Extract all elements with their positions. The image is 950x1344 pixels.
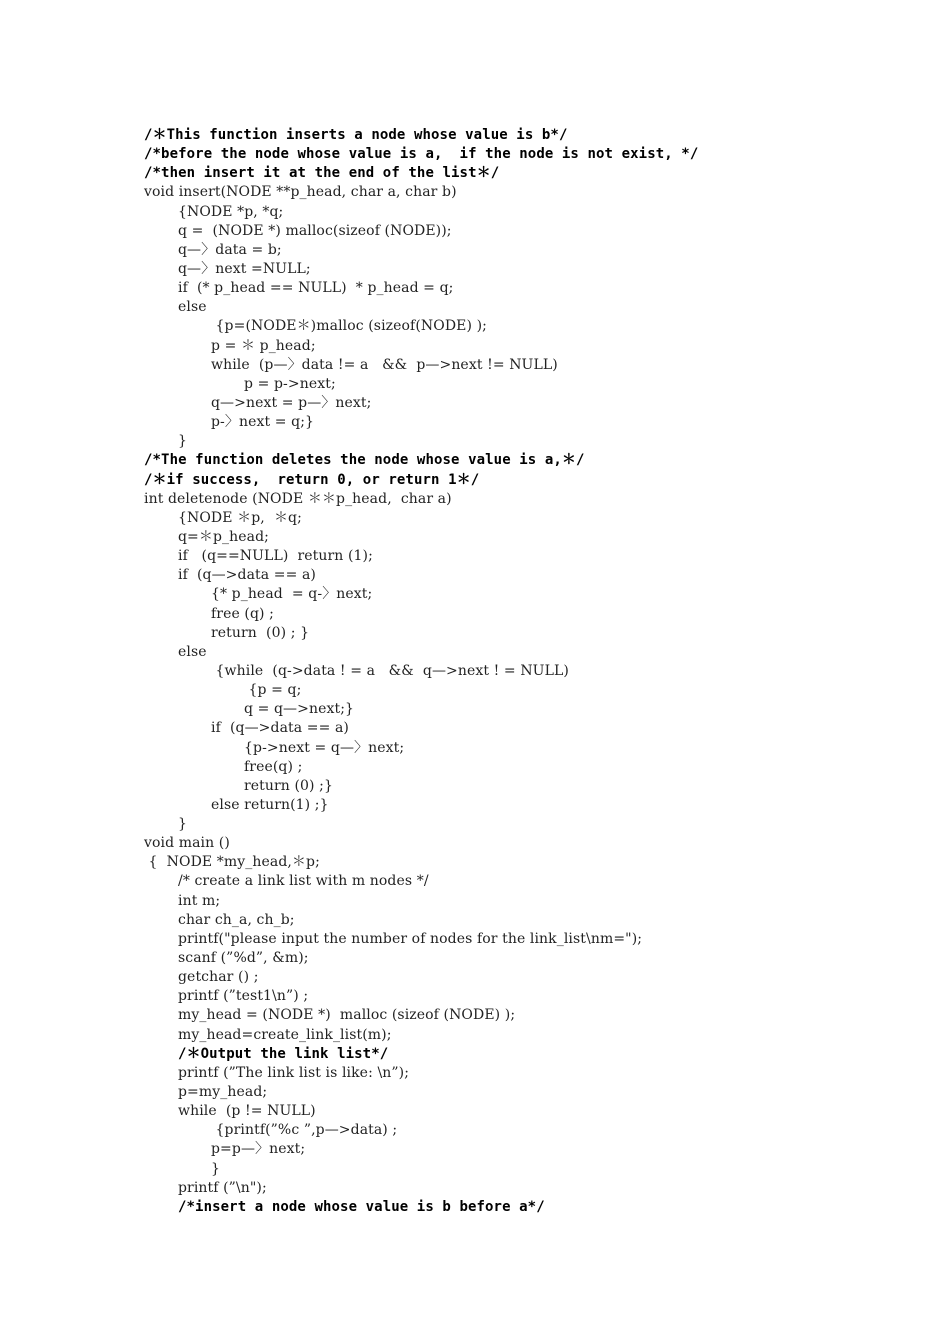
code-line: if (* p_head == NULL) * p_head = q; [178, 280, 454, 297]
code-line: void insert(NODE **p_head, char a, char b) [144, 184, 457, 201]
code-comment-line: /*then insert it at the end of the list＊/ [144, 165, 500, 182]
code-line: if (q—>data == a) [178, 567, 316, 584]
code-line: p = ＊ p_head; [211, 337, 316, 354]
code-line: my_head=create_link_list(m); [178, 1026, 392, 1043]
code-line: else [178, 299, 207, 316]
code-line: printf("please input the number of nodes for the link_list\nm="); [178, 930, 643, 947]
code-line: {p->next = q—〉next; [244, 739, 405, 756]
code-line: printf (”\n"); [178, 1179, 267, 1196]
code-comment-line: /*before the node whose value is a, if the node is not exist, */ [144, 146, 699, 163]
code-comment-line: /＊This function inserts a node whose value is b*/ [144, 127, 568, 143]
code-line: free (q) ; [211, 605, 274, 622]
code-line: {* p_head = q-〉next; [211, 586, 373, 603]
code-line: p=my_head; [178, 1084, 268, 1101]
code-line: q=＊p_head; [178, 528, 269, 545]
code-line: getchar () ; [178, 969, 259, 986]
code-line: scanf (”%d”, &m); [178, 950, 309, 967]
code-line: q—>next = p—〉next; [211, 394, 372, 411]
code-comment-line: /＊if success, return 0, or return 1＊/ [144, 471, 480, 488]
code-line: } [178, 816, 188, 833]
code-line: } [178, 433, 188, 450]
code-line: q—〉data = b; [178, 241, 282, 258]
code-line: {NODE *p, *q; [178, 203, 284, 220]
code-listing [144, 126, 864, 1217]
code-line: else return(1) ;} [211, 796, 329, 813]
code-line: if (q==NULL) return (1); [178, 548, 373, 565]
code-line: printf (”test1\n”) ; [178, 988, 309, 1005]
code-line: q = q—>next;} [244, 701, 355, 718]
code-line: return (0) ; } [211, 624, 310, 641]
code-line: } [211, 1160, 221, 1177]
code-line: { NODE *my_head,＊p; [144, 854, 320, 871]
code-line: int m; [178, 892, 221, 909]
code-line: p-〉next = q;} [211, 414, 315, 431]
code-line: void main () [144, 835, 230, 852]
code-line: int deletenode (NODE ＊＊p_head, char a) [144, 490, 452, 507]
code-line: free(q) ; [244, 758, 303, 775]
code-line: /* create a link list with m nodes */ [178, 873, 429, 890]
code-line: return (0) ;} [244, 777, 333, 794]
code-line: {while (q->data ! = a && q—>next ! = NULL) [211, 662, 569, 679]
code-line: if (q—>data == a) [211, 720, 349, 737]
code-line: p = p->next; [244, 375, 336, 392]
code-line: char ch_a, ch_b; [178, 911, 295, 928]
code-comment-line: /＊Output the link list*/ [178, 1045, 389, 1062]
code-line: p=p—〉next; [211, 1141, 306, 1158]
code-comment-line: /*insert a node whose value is b before a*/ [178, 1198, 545, 1215]
code-line: {printf(”%c ”,p—>data) ; [211, 1122, 398, 1139]
code-line: while (p—〉data != a && p—>next != NULL) [211, 356, 558, 373]
code-line: {p = q; [244, 682, 302, 699]
code-line: q—〉next =NULL; [178, 260, 311, 277]
code-line: printf (”The link list is like: \n”); [178, 1064, 410, 1081]
code-line: q = (NODE *) malloc(sizeof (NODE)); [178, 222, 452, 239]
code-comment-line: /*The function deletes the node whose value is a,＊/ [144, 452, 585, 469]
code-line: {NODE ＊p, ＊q; [178, 509, 302, 526]
code-line: else [178, 643, 207, 660]
code-line: while (p != NULL) [178, 1103, 316, 1120]
code-line: {p=(NODE＊)malloc (sizeof(NODE) ); [211, 318, 487, 335]
code-line: my_head = (NODE *) malloc (sizeof (NODE) ); [178, 1007, 516, 1024]
